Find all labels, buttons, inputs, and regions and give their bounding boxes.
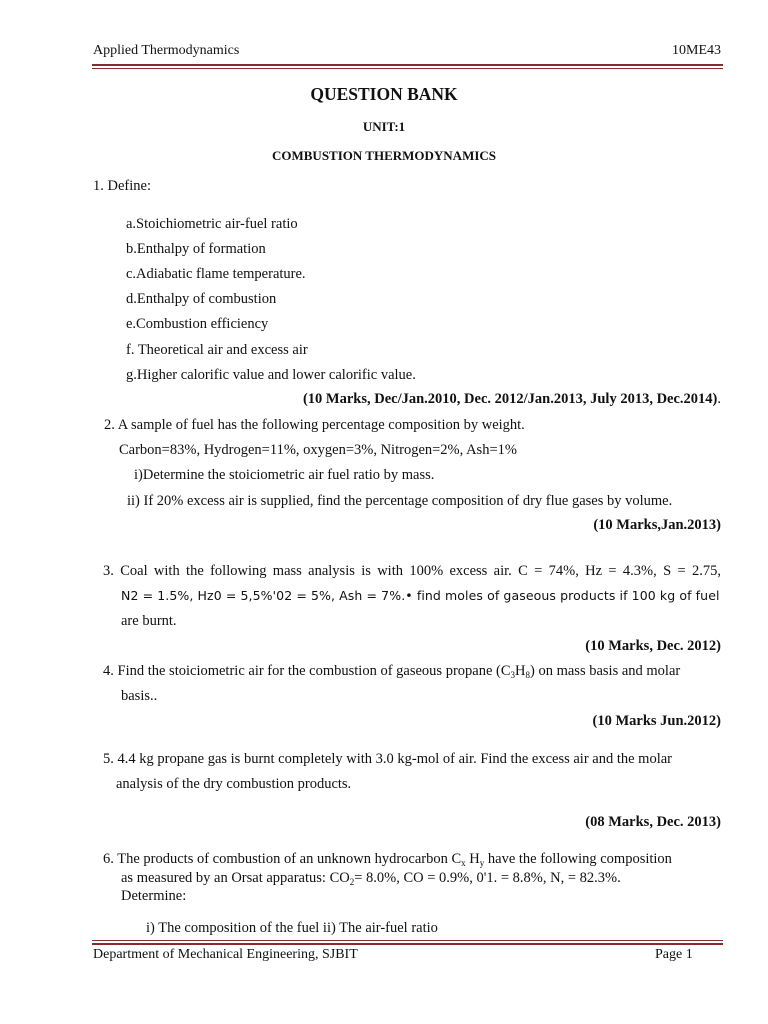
q4-pre: 4. Find the stoiciometric air for the combustion of gaseous propane (C: [103, 663, 511, 679]
q6-sub: i) The composition of the fuel ii) The air-fuel ratio: [146, 920, 438, 936]
q6-line2-pre: as measured by an Orsat apparatus: CO: [121, 870, 350, 886]
q6-y-sub: y: [479, 858, 485, 868]
q3-marks: (10 Marks, Dec. 2012): [585, 638, 721, 654]
q1-stem: 1. Define:: [93, 178, 151, 194]
q2-marks: (10 Marks,Jan.2013): [593, 517, 721, 533]
q1-item: a.Stoichiometric air-fuel ratio: [126, 216, 298, 232]
q3-line3: are burnt.: [121, 613, 177, 629]
footer-department: Department of Mechanical Engineering, SJBIT: [93, 947, 358, 962]
q4-c-sub: 3: [510, 670, 516, 680]
q4-line2: basis..: [121, 688, 158, 704]
q6-line1: [103, 851, 672, 868]
q5-marks: (08 Marks, Dec. 2013): [585, 814, 721, 830]
q2-stem: 2. A sample of fuel has the following percentage composition by weight.: [104, 417, 525, 433]
q4-h: H: [515, 663, 526, 679]
q5-line2: analysis of the dry combustion products.: [116, 776, 352, 792]
header-rule: [92, 64, 723, 66]
q1-marks-tail: .: [717, 391, 721, 407]
q6-line2: [121, 870, 621, 887]
q4-post: ) on mass basis and molar: [530, 663, 681, 679]
q6-x-sub: x: [461, 858, 466, 868]
section-subtitle: COMBUSTION THERMODYNAMICS: [271, 148, 497, 163]
q6-pre: 6. The products of combustion of an unknown hydrocarbon C: [103, 851, 462, 867]
q1-item: b.Enthalpy of formation: [126, 241, 266, 257]
footer-rule: [92, 943, 723, 945]
q4-line1: [103, 663, 680, 680]
q5-line1: 5. 4.4 kg propane gas is burnt completely with 3.0 kg-mol of air. Find the excess air and the molar: [103, 751, 673, 767]
q6-post: have the following composition: [484, 851, 672, 867]
q6-h: H: [465, 851, 480, 867]
q2-part-i: i)Determine the stoiciometric air fuel ratio by mass.: [134, 467, 435, 483]
q4-h-sub: 8: [525, 670, 531, 680]
header-rule-thin: [92, 68, 723, 69]
q2-part-ii: ii) If 20% excess air is supplied, find the percentage composition of dry flue gases by volume.: [127, 493, 673, 509]
header-code: 10ME43: [672, 43, 721, 58]
q4-marks: (10 Marks Jun.2012): [592, 713, 721, 729]
q2-composition: Carbon=83%, Hydrogen=11%, oxygen=3%, Nitrogen=2%, Ash=1%: [119, 442, 517, 458]
q1-item: f. Theoretical air and excess air: [126, 342, 308, 358]
page-number: Page 1: [655, 947, 693, 962]
unit-label: UNIT:1: [362, 119, 406, 134]
q1-item: c.Adiabatic flame temperature.: [126, 266, 306, 282]
q6-line2-post: = 8.0%, CO = 0.9%, 0'1. = 8.8%, N, = 82.3%.: [354, 870, 621, 886]
footer-rule-thin: [92, 940, 723, 941]
q1-item: g.Higher calorific value and lower calorific value.: [126, 367, 416, 383]
q1-marks-text: (10 Marks, Dec/Jan.2010, Dec. 2012/Jan.2013, July 2013, Dec.2014): [302, 391, 718, 407]
page-title: QUESTION BANK: [310, 84, 458, 104]
q1-item: e.Combustion efficiency: [126, 316, 269, 332]
header-title: Applied Thermodynamics: [93, 43, 240, 58]
q3-line2: N2 = 1.5%, Hz0 = 5,5%'02 = 5%, Ash = 7%.• find moles of gaseous products if 100 kg of fuel: [121, 588, 720, 603]
q3-line1: 3. Coal with the following mass analysis is with 100% excess air. C = 74%, Hz = 4.3%, S = 2.75,: [103, 563, 721, 579]
q1-marks: [303, 391, 721, 408]
q6-line3: Determine:: [121, 888, 187, 904]
q6-co2-sub: 2: [349, 877, 355, 887]
q1-item: d.Enthalpy of combustion: [126, 291, 277, 307]
